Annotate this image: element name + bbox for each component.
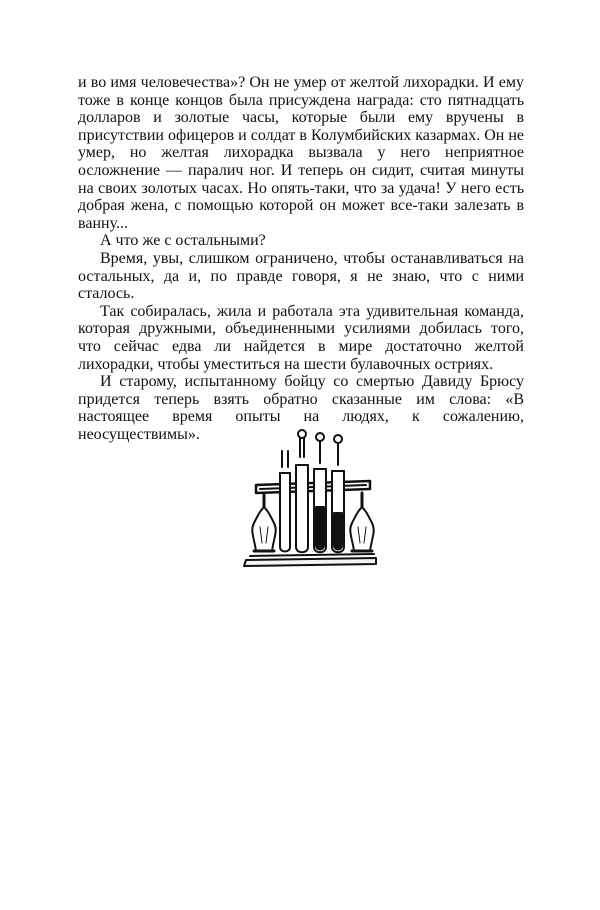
- page-text: [78, 74, 524, 443]
- paragraph-2: А что же с остальными?: [100, 232, 266, 250]
- paragraph-5: И старому, испытанному бойцу со смертью Давиду Брюсу придется теперь взять обратно сказанные им слова: «В настоящее время опыты на людях, к сожалению, неосуществимы».: [78, 373, 524, 443]
- paragraph-4: Так собиралась, жила и работала эта удивительная команда, которая дружными, объединенными усилиями добилась того, что сейчас едва ли найдется в мире достаточно желтой лихорадки, чтобы уместиться на шести булавочных остриях.: [78, 302, 524, 373]
- test-tube-rack-icon: [236, 427, 386, 577]
- paragraph-3: Время, увы, слишком ограничено, чтобы останавливаться на остальных, да и, по правде говоря, я не знаю, что с ними сталось.: [78, 249, 524, 303]
- paragraph-1: и во имя человечества»? Он не умер от желтой лихорадки. И ему тоже в конце концов была присуждена награда: сто пятнадцать долларов и золотые часы, которые были ему вручены в присутствии офицеров и солдат в Колумбийских казармах. Он не умер, но желтая лихорадка вызвала у него неприятное осложнение — паралич ног. И теперь он сидит, считая минуты на своих золотых часах. Но опять-таки, что за удача! У него есть добрая жена, с помощью которой он может все-таки залезать в ванну...: [78, 74, 524, 232]
